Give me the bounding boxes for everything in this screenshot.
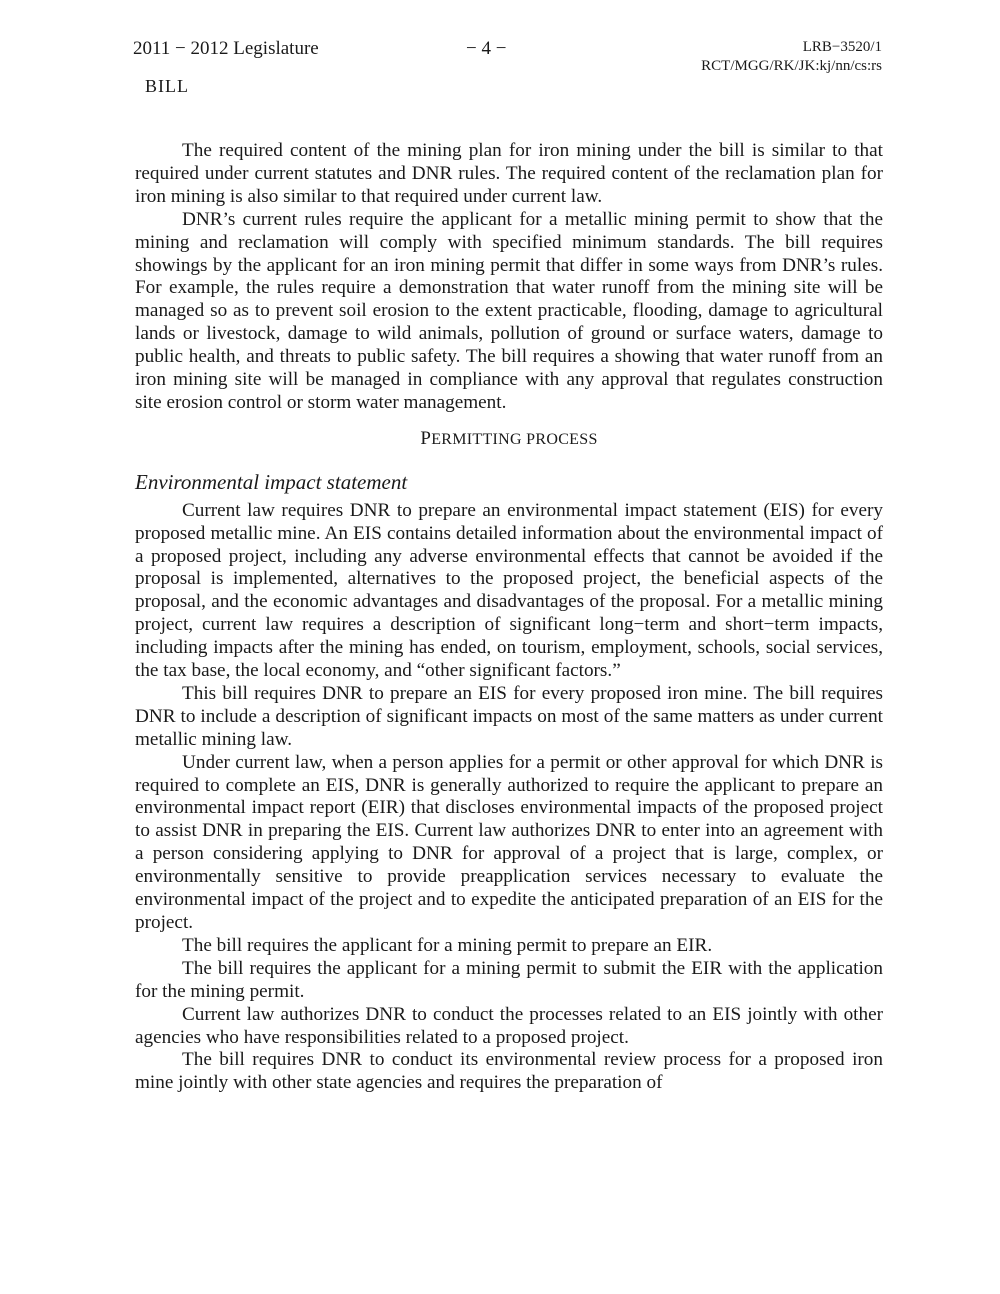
- drafter-initials: RCT/MGG/RK/JK:kj/nn/cs:rs: [701, 58, 882, 74]
- drafting-info: [701, 38, 882, 76]
- paragraph: Under current law, when a person applies for a permit or other approval for which DNR is required to complete an EIS, DNR is generally authorized to require the applicant to prepare an environmental impact report (EIR) that discloses environmental impacts of the proposed project to assist DNR in preparing the EIS. Current law authorizes DNR to enter into an agreement with a person considering applying to DNR for approval of a project that is large, complex, or environmentally sensitive to provide preapplication services necessary to evaluate the environmental impact of the project and to expedite the anticipated preparation of an EIS for the project.: [135, 751, 883, 933]
- section-heading: [135, 428, 883, 452]
- paragraph: The bill requires the applicant for a mining permit to submit the EIR with the application for the mining permit.: [135, 957, 883, 1002]
- paragraph: This bill requires DNR to prepare an EIS for every proposed iron mine. The bill requires DNR to include a description of significant impacts on most of the same matters as under current metallic mining law.: [135, 682, 883, 750]
- subheading: Environmental impact statement: [135, 469, 408, 494]
- body-text: [135, 140, 883, 1095]
- paragraph: DNR’s current rules require the applicant for a metallic mining permit to show that the mining and reclamation will comply with specified minimum standards. The bill requires showings by the applicant for an iron mining permit that differ in some ways from DNR’s rules. For example, the rules require a demonstration that water runoff from the mining site will be managed so as to prevent soil erosion to the extent practicable, flooding, damage to agricultural lands or livestock, damage to wild animals, pollution of ground or surface waters, damage to public health, and threats to public safety. The bill requires a showing that water runoff from an iron mining site will be managed in compliance with any approval that regulates construction site erosion control or storm water management.: [135, 208, 883, 413]
- paragraph: The bill requires DNR to conduct its environmental review process for a proposed iron mine jointly with other state agencies and requires the preparation of: [135, 1049, 883, 1094]
- paragraph: The required content of the mining plan for iron mining under the bill is similar to that required under current statutes and DNR rules. The required content of the reclamation plan for iron mining is also similar to that required under current law.: [135, 140, 883, 207]
- paragraph: Current law authorizes DNR to conduct the processes related to an EIS jointly with other agencies who have responsibilities related to a proposed project.: [135, 1003, 883, 1048]
- page-number: − 4 −: [466, 38, 507, 59]
- document-type: BILL: [145, 76, 189, 96]
- section-heading-rest: ERMITTING PROCESS: [431, 430, 598, 448]
- paragraph: The bill requires the applicant for a mining permit to prepare an EIR.: [182, 934, 713, 956]
- paragraph: Current law requires DNR to prepare an environmental impact statement (EIS) for every proposed metallic mine. An EIS contains detailed information about the environmental impact of a proposed project, including any adverse environmental effects that cannot be avoided if the proposal is implemented, alternatives to the proposed project, the beneficial aspects of the proposal, and the economic advantages and disadvantages of the proposal. For a metallic mining project, current law requires a description of significant long−term and short−term impacts, including impacts after the mining has ended, on tourism, employment, schools, social services, the tax base, the local economy, and “other significant factors.”: [135, 499, 883, 682]
- section-heading-initial: P: [420, 427, 432, 449]
- drafting-number: LRB−3520/1: [802, 39, 882, 55]
- session-header: 2011 − 2012 Legislature: [133, 38, 319, 59]
